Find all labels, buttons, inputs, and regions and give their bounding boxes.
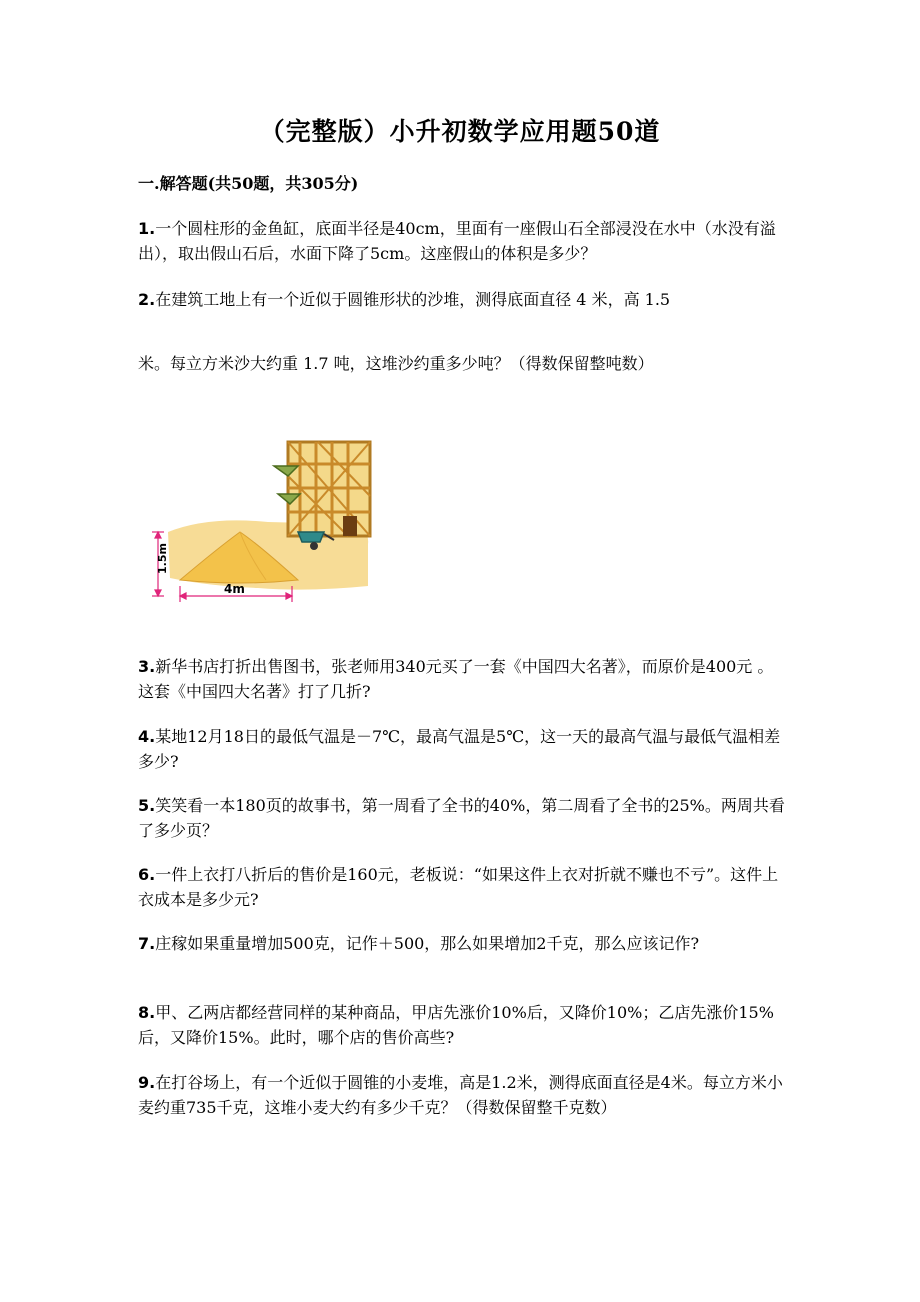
scaffolding-icon [288, 442, 370, 536]
question-8 [138, 1000, 786, 1050]
question-number: 7. [138, 934, 156, 953]
question-number: 3. [138, 657, 156, 676]
question-1 [138, 216, 786, 266]
question-9 [138, 1070, 786, 1120]
width-label: 4m [224, 582, 245, 596]
question-number: 6. [138, 865, 156, 884]
question-text: 在建筑工地上有一个近似于圆锥形状的沙堆，测得底面直径 4 米，高 1.5 [155, 290, 671, 309]
question-2-continued [138, 351, 786, 376]
sand-pile-figure [148, 436, 374, 604]
question-text: 新华书店打折出售图书，张老师用340元买了一套《中国四大名著》，而原价是400元 。这套《中国四大名著》打了几折? [138, 657, 774, 701]
question-text: 某地12月18日的最低气温是－7℃，最高气温是5℃，这一天的最高气温与最低气温相差多少? [138, 727, 781, 771]
question-text: 笑笑看一本180页的故事书，第一周看了全书的40%，第二周看了全书的25%。两周共看了多少页？ [138, 796, 785, 840]
question-text: 一个圆柱形的金鱼缸，底面半径是40cm，里面有一座假山石全部浸没在水中（水没有溢出），取出假山石后，水面下降了5cm。这座假山的体积是多少？ [138, 219, 776, 263]
question-text: 米。每立方米沙大约重 1.7 吨，这堆沙约重多少吨？（得数保留整吨数） [138, 354, 654, 373]
page-title: （完整版）小升初数学应用题50道 [259, 117, 661, 146]
sand-pile-illustration [148, 436, 374, 604]
question-text: 庄稼如果重量增加500克，记作＋500，那么如果增加2千克，那么应该记作? [155, 934, 700, 953]
question-number: 1. [138, 219, 156, 238]
question-text: 一件上衣打八折后的售价是160元，老板说：“如果这件上衣对折就不赚也不亏”。这件上衣成本是多少元? [138, 865, 779, 909]
question-5 [138, 793, 786, 843]
question-number: 4. [138, 727, 156, 746]
question-number: 9. [138, 1073, 156, 1092]
question-7 [138, 931, 786, 956]
height-label: 1.5m [156, 543, 169, 574]
question-2 [138, 287, 786, 312]
question-number: 8. [138, 1003, 156, 1022]
question-3 [138, 654, 786, 704]
question-text: 甲、乙两店都经营同样的某种商品，甲店先涨价10%后，又降价10%；乙店先涨价15%后，又降价15%。此时，哪个店的售价高些? [138, 1003, 774, 1047]
question-number: 5. [138, 796, 156, 815]
question-6 [138, 862, 786, 912]
question-number: 2. [138, 290, 156, 309]
section-heading: 一.解答题(共50题，共305分) [138, 174, 359, 193]
question-text: 在打谷场上，有一个近似于圆锥的小麦堆，高是1.2米，测得底面直径是4米。每立方米小麦约重735千克，这堆小麦大约有多少千克？（得数保留整千克数） [138, 1073, 783, 1117]
question-4 [138, 724, 786, 774]
